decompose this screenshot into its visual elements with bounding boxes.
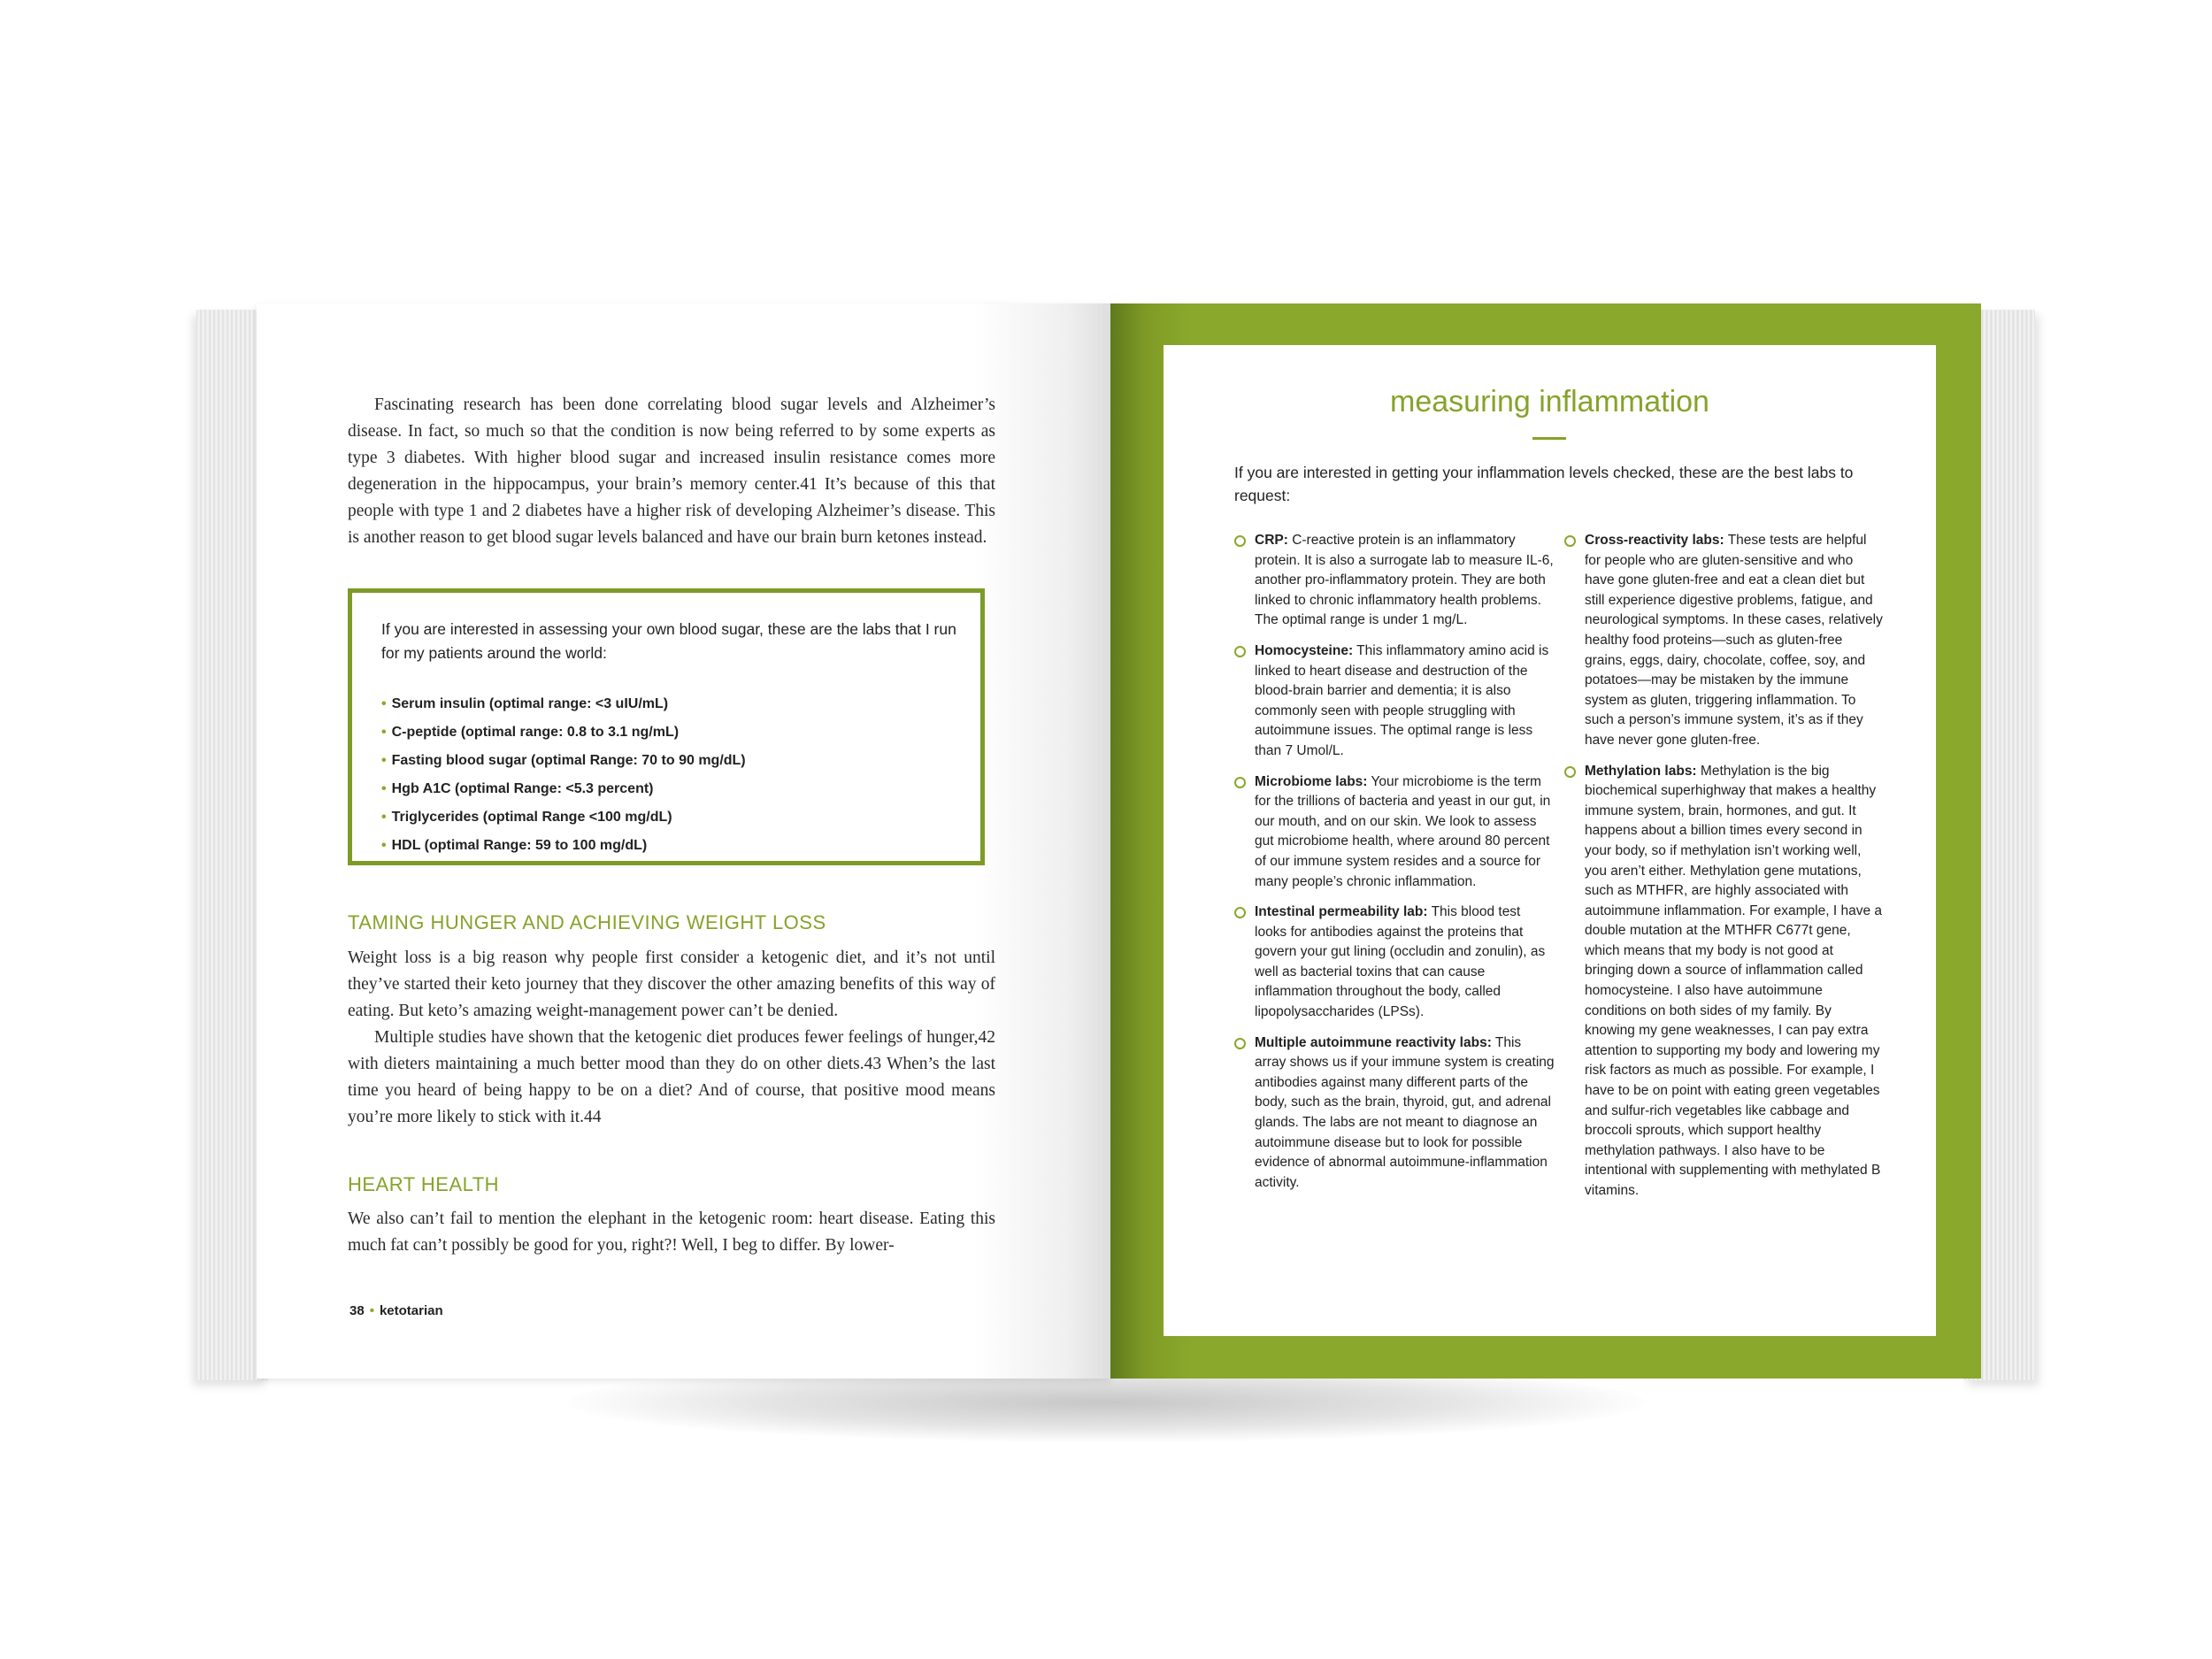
- list-item: • HDL (optimal Range: 59 to 100 mg/dL): [381, 838, 648, 853]
- panel-intro: If you are interested in getting your inflammation levels checked, these are the best labs to request:: [1234, 464, 1854, 504]
- bullet-icon: •: [381, 838, 387, 853]
- bullet-icon: •: [381, 725, 387, 740]
- bullet-icon: •: [381, 781, 387, 796]
- paragraph-heart-health: We also can’t fail to mention the elephant in the ketogenic room: heart disease. Eating this much fat can’t possibly be good for you, right?! Well, I beg to differ. By lower-: [348, 1210, 995, 1255]
- list-item: CRP: C-reactive protein is an inflammatory protein. It is also a surrogate lab to measure IL-6, another pro-inflammatory protein. They are both linked to chronic inflammatory health problems. The optimal range is under 1 mg/L.: [1234, 531, 1555, 631]
- list-item: Cross-reactivity labs: These tests are helpful for people who are gluten-sensitive and who have gone gluten-free and eat a clean diet but still experience digestive problems, fatigue, and neurological symptoms. In these cases, relatively healthy food proteins—such as gluten-free grains, eggs, dairy, chocolate, coffee, soy, and potatoes—may be mistaken by the immune system as gluten, triggering inflammation. To such a person’s immune system, it’s as if they have never gone gluten-free.: [1564, 531, 1885, 751]
- list-item: Intestinal permeability lab: This blood test looks for antibodies against the proteins that govern your gut lining (occludin and zonulin), as well as bacterial toxins that can cause inflammation throughout the body, called lipopolysaccharides (LPSs).: [1234, 902, 1555, 1023]
- title-rule: [1532, 437, 1566, 440]
- list-item: • Serum insulin (optimal range: <3 uIU/mL): [381, 696, 669, 711]
- box-intro: If you are interested in assessing your own blood sugar, these are the labs that I run for my patients around the world:: [381, 620, 956, 662]
- list-item: • Triglycerides (optimal Range <100 mg/dL): [381, 810, 672, 825]
- paragraph-weight-loss: Weight loss is a big reason why people first consider a ketogenic diet, and it’s not until they’ve started their keto journey that they discover the other amazing benefits of this way of eating. But keto’s amazing weight-management power can’t be denied. Multiple studies have shown that the ketogenic diet produces fewer feelings of hunger,42 with dieters maintaining a much better mood than they do on other diets.43 When’s the last time you heard of being happy to be on a diet? And of course, that positive mood means you’re more likely to stick with it.44: [348, 949, 995, 1126]
- paragraph-alzheimers: Fascinating research has been done correlating blood sugar levels and Alzheimer’s disease. In fact, so much so that the condition is now being referred to by some experts as type 3 diabetes. With higher blood sugar and increased insulin resistance comes more degeneration in the hippocampus, your brain’s memory center.41 It’s because of this that people with type 1 and 2 diabetes have a higher risk of developing Alzheimer’s disease. This is another reason to get blood sugar levels balanced and have our brain burn ketones instead.: [348, 396, 995, 547]
- list-item: • Fasting blood sugar (optimal Range: 70 to 90 mg/dL): [381, 753, 746, 768]
- bullet-icon: •: [381, 753, 387, 768]
- circle-bullet-icon: [1234, 646, 1246, 657]
- blood-sugar-lab-list: [381, 690, 746, 860]
- list-item: Microbiome labs: Your microbiome is the term for the trillions of bacteria and yeast in our gut, in our mouth, and on our skin. We look to assess gut microbiome health, where around 80 percent of our immune system resides and a source for many people’s chronic inflammation.: [1234, 772, 1555, 893]
- left-page: [257, 303, 1110, 1379]
- list-item: Homocysteine: This inflammatory amino acid is linked to heart disease and destruction of the blood-brain barrier and dementia; it is also commonly seen with people struggling with autoimmune issues. The optimal range is less than 7 Umol/L.: [1234, 641, 1555, 762]
- bullet-icon: •: [381, 696, 387, 711]
- right-page: [1110, 303, 1981, 1379]
- page-number: 38: [349, 1303, 365, 1318]
- blood-sugar-labs-box: [348, 588, 985, 865]
- heading-weight-loss: TAMING HUNGER AND ACHIEVING WEIGHT LOSS: [348, 911, 826, 933]
- circle-bullet-icon: [1234, 535, 1246, 547]
- page-footer: [349, 1303, 443, 1318]
- circle-bullet-icon: [1234, 1038, 1246, 1049]
- list-item: • Hgb A1C (optimal Range: <5.3 percent): [381, 781, 654, 796]
- footer-dot-icon: •: [369, 1303, 374, 1318]
- book-title: ketotarian: [379, 1303, 443, 1318]
- bullet-icon: •: [381, 810, 387, 825]
- circle-bullet-icon: [1234, 777, 1246, 788]
- panel-title: measuring inflammation: [1390, 385, 1709, 419]
- circle-bullet-icon: [1564, 535, 1576, 547]
- list-item: • C-peptide (optimal range: 0.8 to 3.1 ng/mL): [381, 725, 680, 740]
- circle-bullet-icon: [1564, 766, 1576, 778]
- labs-column-right: [1564, 531, 1885, 1212]
- heading-heart-health: HEART HEALTH: [348, 1173, 500, 1195]
- sidebar-panel: [1164, 345, 1936, 1336]
- circle-bullet-icon: [1234, 907, 1246, 918]
- list-item: Methylation labs: Methylation is the big biochemical superhighway that makes a healthy immune system, brain, hormones, and gut. It happens about a billion times every second in your body, so if methylation isn’t working well, you aren’t either. Methylation gene mutations, such as MTHFR, are highly associated with autoimmune inflammation. For example, I have a double mutation at the MTHFR C677t gene, which means that my body is not good at bringing down a source of inflammation called homocysteine. I also have autoimmune conditions on both sides of my family. By knowing my gene weaknesses, I can pay extra attention to supporting my body and lowering my risk factors as much as possible. For example, I have to be on point with eating green vegetables and sulfur-rich vegetables like cabbage and broccoli sprouts, which support healthy methylation pathways. I also have to be intentional with supplementing with methylated B vitamins.: [1564, 762, 1885, 1202]
- labs-column-left: [1234, 531, 1555, 1203]
- list-item: Multiple autoimmune reactivity labs: This array shows us if your immune system is creating antibodies against many different parts of the body, such as the brain, thyroid, gut, and adrenal glands. The labs are not meant to diagnose an autoimmune disease but to look for possible evidence of abnormal autoimmune-inflammation activity.: [1234, 1033, 1555, 1194]
